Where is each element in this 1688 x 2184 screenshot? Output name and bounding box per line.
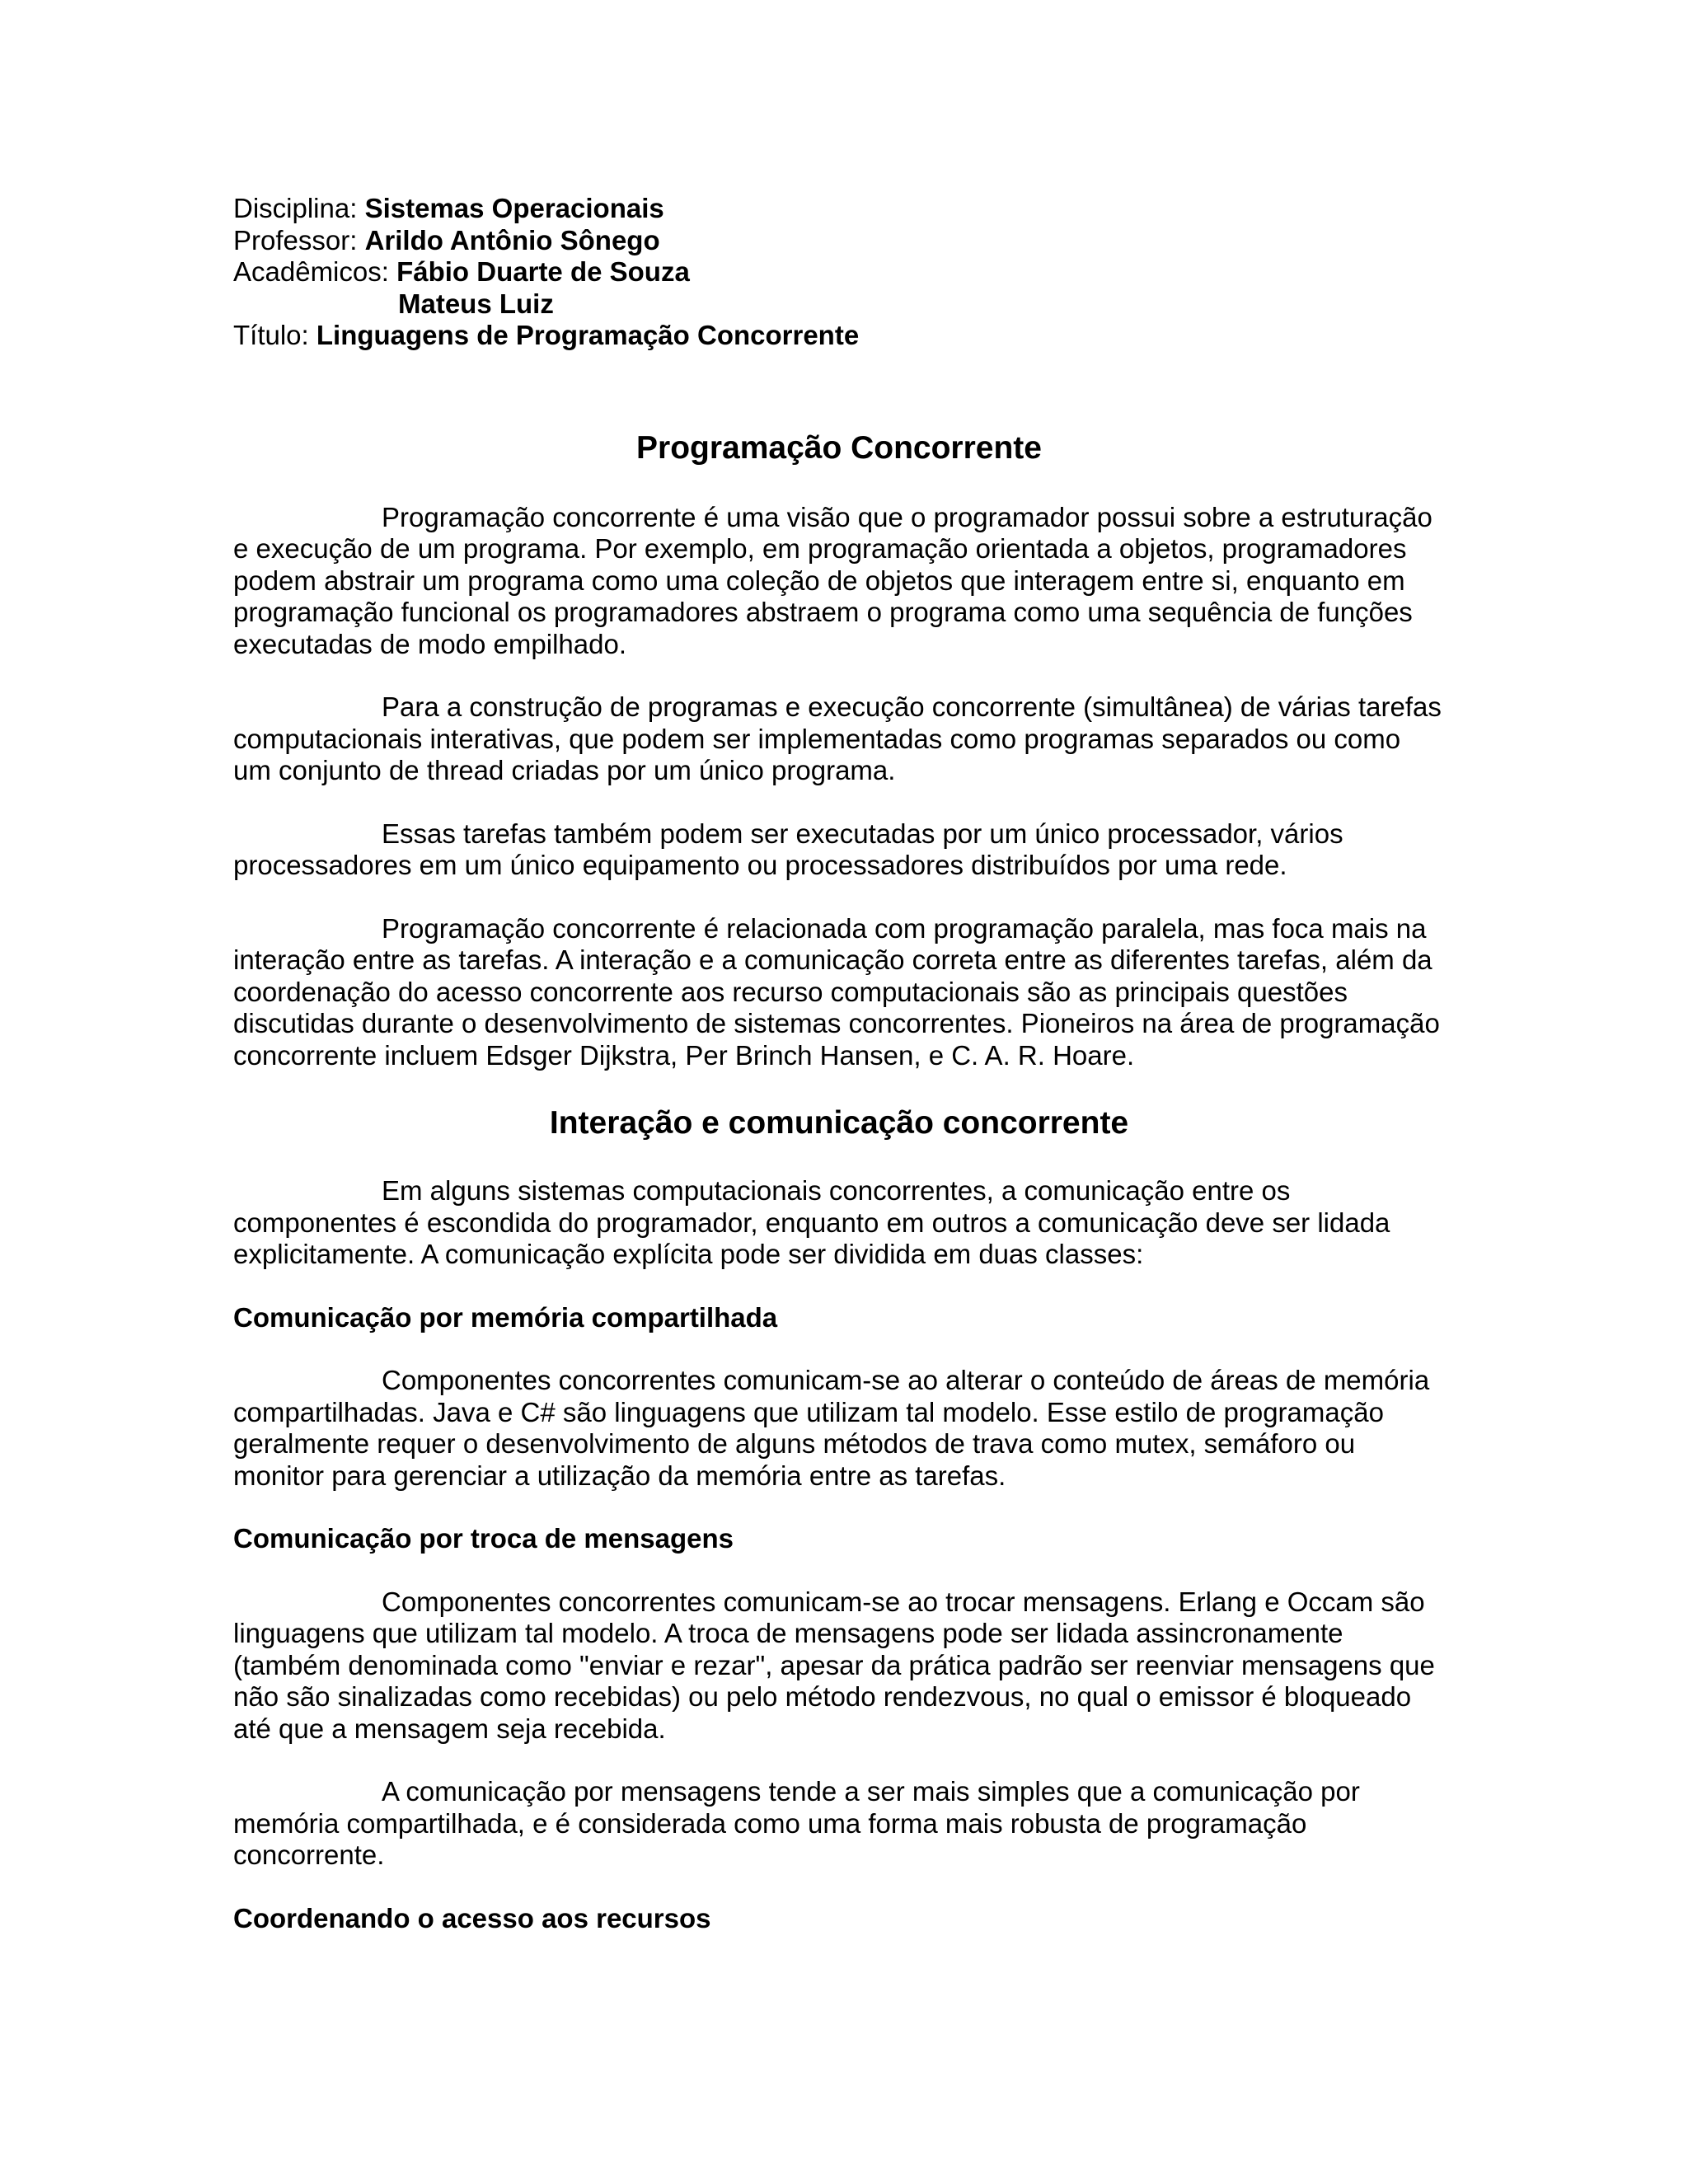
- header-row-disciplina: [233, 193, 1445, 225]
- academicos-value-1: Fábio Duarte de Souza: [396, 256, 690, 287]
- header-row-academicos: [233, 256, 1445, 288]
- titulo-label: Título:: [233, 320, 316, 350]
- professor-label: Professor:: [233, 224, 365, 255]
- disciplina-label: Disciplina:: [233, 193, 365, 223]
- professor-value: Arildo Antônio Sônego: [364, 224, 660, 255]
- paragraph: Componentes concorrentes comunicam-se ao trocar mensagens. Erlang e Occam são linguagens que utilizam tal modelo. A troca de mensagens pode ser lidada assincronamente (também denominada como "enviar e rezar", apesar da prática padrão ser reenviar mensagens que não são sinalizadas como recebidas) ou pelo método rendezvous, no qual o emissor é bloqueado até que a mensagem seja recebida.: [233, 1586, 1435, 1744]
- paragraph: Essas tarefas também podem ser executadas por um único processador, vários processadores em um único equipamento ou processadores distribuídos por uma rede.: [233, 818, 1343, 880]
- paragraph: Componentes concorrentes comunicam-se ao alterar o conteúdo de áreas de memória compartilhadas. Java e C# são linguagens que utilizam tal modelo. Esse estilo de programação geralmente requer o desenvolvimento de alguns métodos de trava como mutex, semáforo ou monitor para gerenciar a utilização da memória entre as tarefas.: [233, 1365, 1430, 1491]
- paragraph: A comunicação por mensagens tende a ser mais simples que a comunicação por memória compartilhada, e é considerada como uma forma mais robusta de programação concorrente.: [233, 1776, 1360, 1870]
- subheading-troca-mensagens: Comunicação por troca de mensagens: [233, 1523, 734, 1554]
- titulo-value: Linguagens de Programação Concorrente: [316, 320, 860, 350]
- paragraph: Programação concorrente é relacionada com programação paralela, mas foca mais na interação entre as tarefas. A interação e a comunicação correta entre as diferentes tarefas, além da coordenação do acesso concorrente aos recurso computacionais são as principais questões discutidas durante o desenvolvimento de sistemas concorrentes. Pioneiros na área de programação concorrente incluem Edsger Dijkstra, Per Brinch Hansen, e C. A. R. Hoare.: [233, 912, 1440, 1071]
- subheading-coordenando-acesso: Coordenando o acesso aos recursos: [233, 1902, 711, 1933]
- document-content: [233, 193, 1445, 1966]
- paragraph: Em alguns sistemas computacionais concorrentes, a comunicação entre os componentes é escondida do programador, enquanto em outros a comunicação deve ser lidada explicitamente. A comunicação explícita pode ser dividida em duas classes:: [233, 1175, 1390, 1269]
- academicos-value-2: Mateus Luiz: [398, 288, 554, 319]
- header-block: [233, 193, 1445, 352]
- paragraph: Para a construção de programas e execução concorrente (simultânea) de várias tarefas computacionais interativas, que podem ser implementadas como programas separados ou como um conjunto de thread criadas por um único programa.: [233, 691, 1442, 785]
- subheading-memoria-compartilhada: Comunicação por memória compartilhada: [233, 1301, 778, 1333]
- paragraph: Programação concorrente é uma visão que o programador possui sobre a estruturação e execução de um programa. Por exemplo, em programação orientada a objetos, programadores podem abstrair um programa como uma coleção de objetos que interagem entre si, enquanto em programação funcional os programadores abstraem o programa como uma sequência de funções executadas de modo empilhado.: [233, 501, 1432, 659]
- header-row-titulo: [233, 320, 1445, 352]
- academicos-label: Acadêmicos:: [233, 256, 397, 287]
- section-title-interacao: Interação e comunicação concorrente: [549, 1105, 1129, 1141]
- header-row-professor: [233, 225, 1445, 257]
- disciplina-value: Sistemas Operacionais: [364, 193, 664, 223]
- header-row-academicos-2: [233, 288, 1445, 321]
- section-title-programacao-concorrente: Programação Concorrente: [636, 429, 1042, 466]
